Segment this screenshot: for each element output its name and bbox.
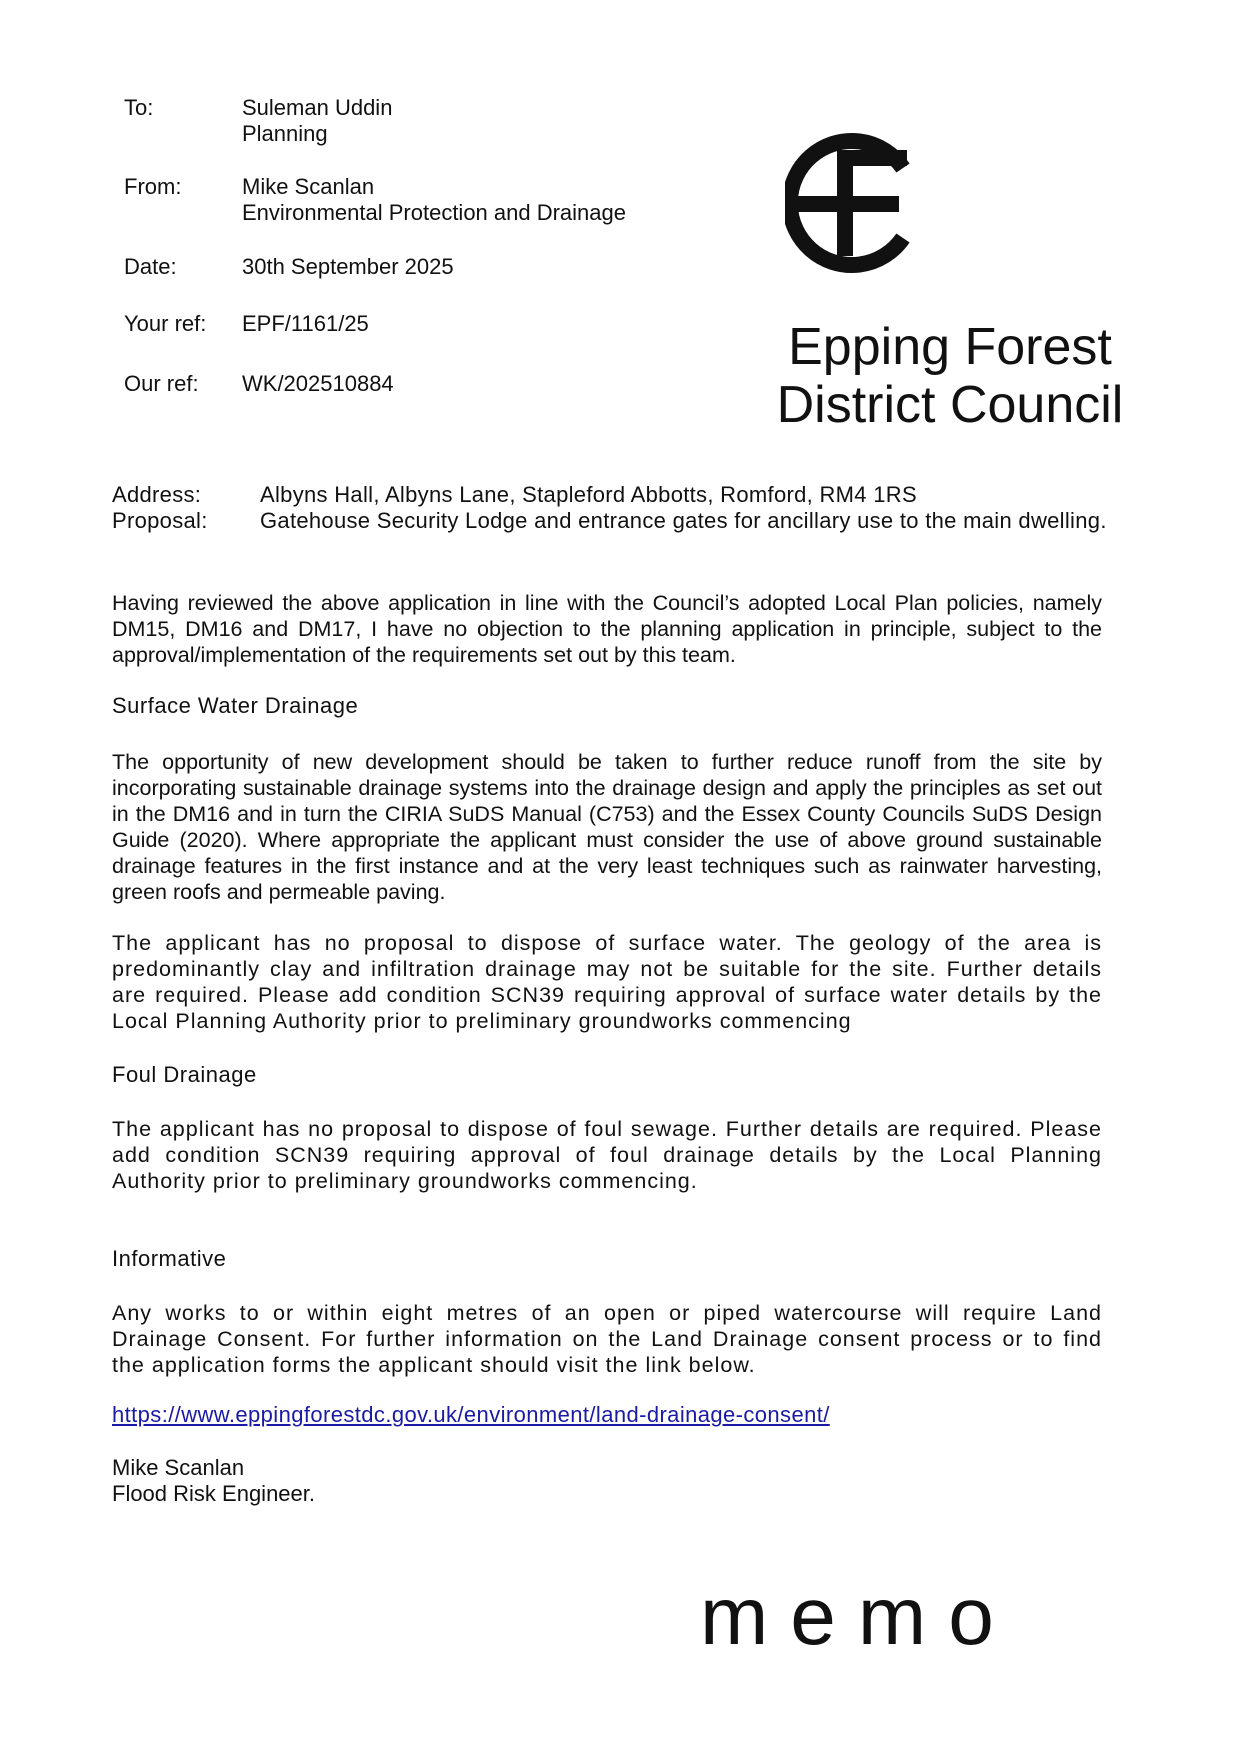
to-label: To: <box>124 95 154 120</box>
from-label: From: <box>124 174 182 199</box>
surface-water-paragraph-1: The opportunity of new development should be taken to further reduce runoff from the site by incorporating sustainable drainage systems into the drainage design and apply the principles as set out in the DM16 and in turn the CIRIA SuDS Manual (C753) and the Essex County Councils SuDS Design Guide (2020). Where appropriate the applicant must consider the use of above ground sustainable drainage features in the first instance and at the very least techniques such as rainwater harvesting, green roofs and permeable paving. <box>112 750 1102 904</box>
your-ref-value: EPF/1161/25 <box>242 311 369 336</box>
our-ref-value: WK/202510884 <box>242 371 394 396</box>
date-label: Date: <box>124 254 177 279</box>
signature-title: Flood Risk Engineer. <box>112 1481 315 1506</box>
council-name-line1: Epping Forest <box>788 318 1112 376</box>
surface-water-paragraph-2: The applicant has no proposal to dispose of surface water. The geology of the area is predominantly clay and infiltration drainage may not be suitable for the site. Further details are required. Please add condition SCN39 requiring approval of surface water details by the Local Planning Authority prior to preliminary groundworks commencing <box>112 931 1102 1033</box>
council-name-line2: District Council <box>776 376 1124 434</box>
memo-footer: memo <box>700 1571 1016 1662</box>
council-name <box>760 318 1140 434</box>
from-name: Mike Scanlan <box>242 174 375 199</box>
informative-heading: Informative <box>112 1246 227 1271</box>
informative-paragraph: Any works to or within eight metres of an open or piped watercourse will require Land Drainage Consent. For further information on the Land Drainage consent process or to find the application forms the applicant should visit the link below. <box>112 1301 1102 1377</box>
our-ref-label: Our ref: <box>124 371 199 396</box>
intro-paragraph: Having reviewed the above application in line with the Council’s adopted Local Plan policies, namely DM15, DM16 and DM17, I have no objection to the planning application in principle, subject to the approval/implementation of the requirements set out by this team. <box>112 591 1102 667</box>
council-logo-icon <box>785 128 915 278</box>
land-drainage-consent-link[interactable]: https://www.eppingforestdc.gov.uk/environment/land-drainage-consent/ <box>112 1402 830 1427</box>
date-value: 30th September 2025 <box>242 254 454 279</box>
to-name: Suleman Uddin <box>242 95 393 120</box>
foul-drainage-paragraph: The applicant has no proposal to dispose of foul sewage. Further details are required. Please add condition SCN39 requiring approval of foul drainage details by the Local Planning Authority prior to preliminary groundworks commencing. <box>112 1117 1102 1193</box>
proposal-label: Proposal: <box>112 508 208 533</box>
signature-name: Mike Scanlan <box>112 1455 245 1480</box>
from-dept: Environmental Protection and Drainage <box>242 200 627 225</box>
to-dept: Planning <box>242 121 328 146</box>
surface-water-heading: Surface Water Drainage <box>112 693 359 718</box>
signature <box>112 1455 315 1507</box>
address-value: Albyns Hall, Albyns Lane, Stapleford Abbotts, Romford, RM4 1RS <box>260 482 917 507</box>
proposal-value: Gatehouse Security Lodge and entrance gates for ancillary use to the main dwelling. <box>260 508 1107 533</box>
foul-drainage-heading: Foul Drainage <box>112 1062 257 1087</box>
address-label: Address: <box>112 482 202 507</box>
your-ref-label: Your ref: <box>124 311 207 336</box>
